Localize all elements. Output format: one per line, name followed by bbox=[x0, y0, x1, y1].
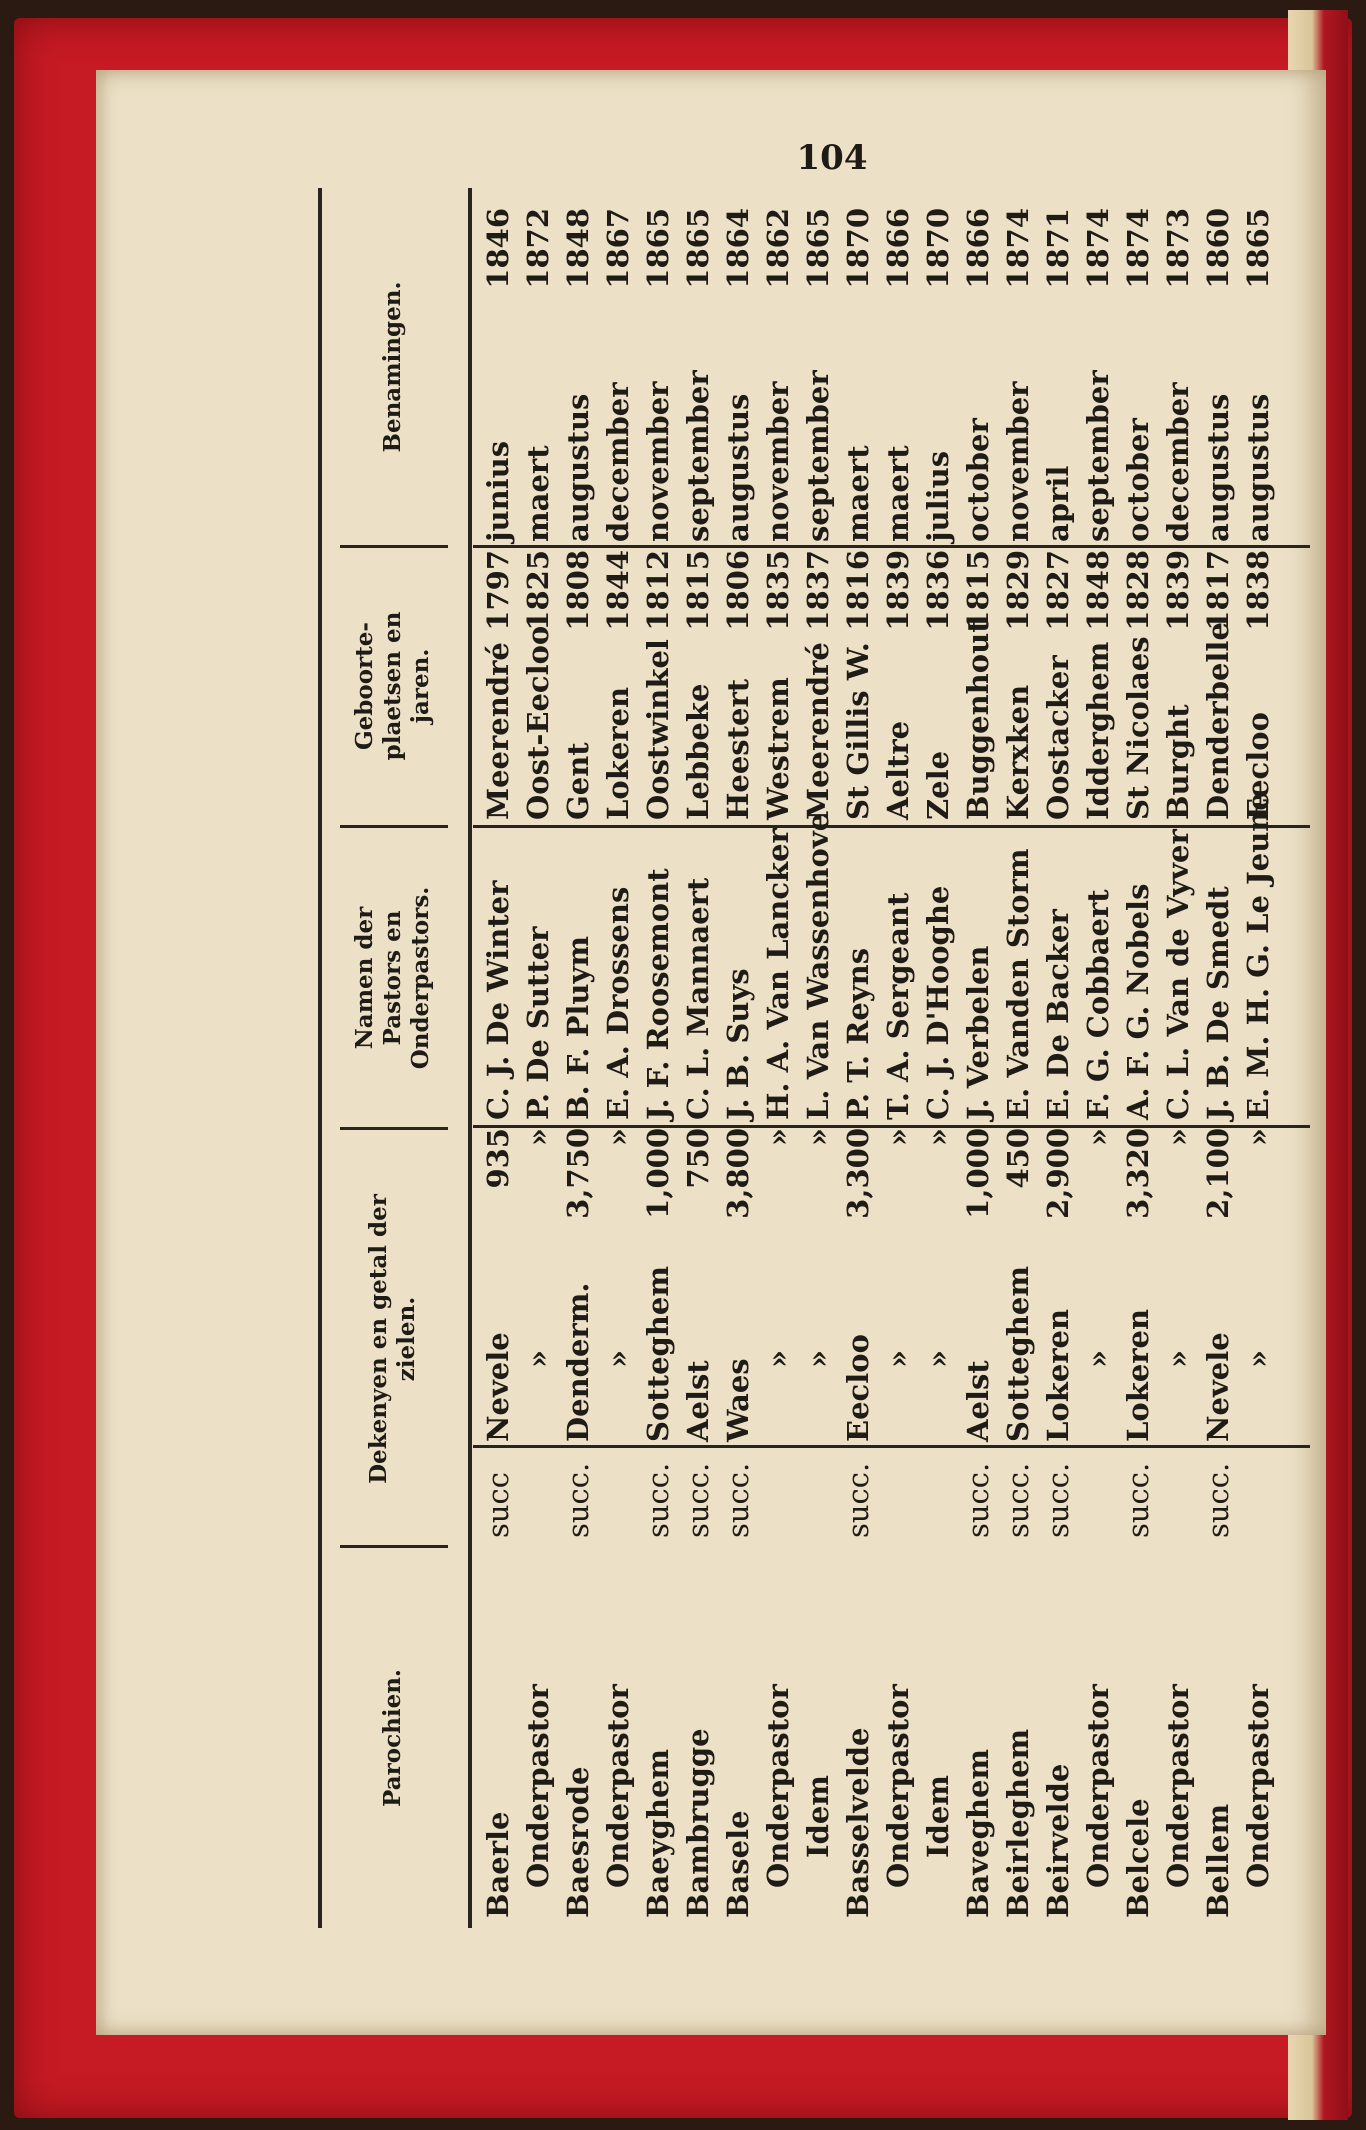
geboortejaar-cell: 1836 bbox=[921, 550, 955, 631]
parochie-cell: Bambrugge bbox=[681, 1728, 715, 1918]
geboortejaar-cell: 1815 bbox=[961, 550, 995, 631]
parochie-cell: Onderpastor bbox=[1161, 1684, 1195, 1888]
plaats-cell: Kerxken bbox=[1001, 684, 1035, 820]
table-row bbox=[1238, 188, 1278, 1928]
deken-cell: Aelst bbox=[681, 1360, 715, 1442]
table-row bbox=[798, 188, 838, 1928]
table-row bbox=[1198, 188, 1238, 1928]
naam-cell: E. M. H. G. Le Jeune bbox=[1241, 792, 1275, 1120]
benamingsjaar-cell: 1874 bbox=[1121, 208, 1155, 289]
zielen-cell: » bbox=[1161, 1128, 1195, 1147]
geboortejaar-cell: 1812 bbox=[641, 550, 675, 631]
header-bottom-rule bbox=[468, 188, 472, 1928]
deken-cell: Sotteghem bbox=[1001, 1265, 1035, 1442]
deken-cell: Nevele bbox=[1201, 1332, 1235, 1442]
succ-cell: succ. bbox=[1041, 1462, 1075, 1538]
table-row bbox=[1158, 188, 1198, 1928]
naam-cell: F. G. Cobbaert bbox=[1081, 889, 1115, 1120]
table-row bbox=[518, 188, 558, 1928]
parochie-cell: Onderpastor bbox=[601, 1684, 635, 1888]
maand-cell: november bbox=[761, 381, 795, 542]
table-row bbox=[598, 188, 638, 1928]
maand-cell: december bbox=[601, 382, 635, 542]
geboortejaar-cell: 1817 bbox=[1201, 550, 1235, 631]
geboortejaar-cell: 1827 bbox=[1041, 550, 1075, 631]
geboortejaar-cell: 1828 bbox=[1121, 550, 1155, 631]
table-row bbox=[558, 188, 598, 1928]
table-row bbox=[838, 188, 878, 1928]
deken-cell: » bbox=[601, 1349, 635, 1368]
deken-cell: » bbox=[1161, 1349, 1195, 1368]
maand-cell: maert bbox=[881, 445, 915, 542]
table-row bbox=[718, 188, 758, 1928]
benamingsjaar-cell: 1866 bbox=[961, 208, 995, 289]
table-row bbox=[1118, 188, 1158, 1928]
zielen-cell: 2,900 bbox=[1041, 1128, 1075, 1219]
succ-cell: succ. bbox=[561, 1462, 595, 1538]
deken-cell: » bbox=[1241, 1349, 1275, 1368]
naam-cell: B. F. Pluym bbox=[561, 935, 595, 1120]
maand-cell: september bbox=[801, 370, 835, 542]
table-row bbox=[918, 188, 958, 1928]
parochie-cell: Baeyghem bbox=[641, 1748, 675, 1918]
benamingsjaar-cell: 1874 bbox=[1001, 208, 1035, 289]
parochie-cell: Basselvelde bbox=[841, 1727, 875, 1918]
zielen-cell: » bbox=[521, 1128, 555, 1147]
succ-cell: succ. bbox=[681, 1462, 715, 1538]
parochie-cell: Idem bbox=[801, 1775, 835, 1858]
parochie-cell: Baerle bbox=[481, 1811, 515, 1918]
benamingsjaar-cell: 1866 bbox=[881, 208, 915, 289]
header-separator bbox=[340, 1545, 448, 1548]
deken-cell: » bbox=[801, 1349, 835, 1368]
naam-cell: P. De Sutter bbox=[521, 926, 555, 1120]
plaats-cell: Zele bbox=[921, 750, 955, 820]
plaats-cell: St Nicolaes bbox=[1121, 636, 1155, 820]
maand-cell: october bbox=[1121, 418, 1155, 542]
zielen-cell: » bbox=[761, 1128, 795, 1147]
parochie-cell: Onderpastor bbox=[761, 1684, 795, 1888]
plaats-cell: Eecloo bbox=[1241, 712, 1275, 820]
header-geboorte: Geboorte-plaetsen en jaren. bbox=[351, 611, 434, 761]
parochie-cell: Onderpastor bbox=[521, 1684, 555, 1888]
table-row bbox=[958, 188, 998, 1928]
parochie-cell: Belcele bbox=[1121, 1798, 1155, 1918]
naam-cell: C. L. Mannaert bbox=[681, 877, 715, 1120]
naam-cell: C. L. Van de Vyver bbox=[1161, 829, 1195, 1120]
table-row bbox=[758, 188, 798, 1928]
deken-cell: Lokeren bbox=[1041, 1308, 1075, 1442]
plaats-cell: Oostacker bbox=[1041, 655, 1075, 820]
deken-cell: » bbox=[881, 1349, 915, 1368]
plaats-cell: Buggenhout bbox=[961, 619, 995, 820]
parochie-cell: Bellem bbox=[1201, 1803, 1235, 1918]
plaats-cell: Aeltre bbox=[881, 720, 915, 820]
benamingsjaar-cell: 1860 bbox=[1201, 208, 1235, 289]
naam-cell: C. J. D'Hooghe bbox=[921, 885, 955, 1120]
maand-cell: september bbox=[681, 370, 715, 542]
table-row bbox=[1038, 188, 1078, 1928]
zielen-cell: 1,000 bbox=[961, 1128, 995, 1219]
geboortejaar-cell: 1844 bbox=[601, 550, 635, 631]
plaats-cell: Gent bbox=[561, 742, 595, 820]
zielen-cell: 935 bbox=[481, 1128, 515, 1189]
table-row bbox=[998, 188, 1038, 1928]
page-number: 104 bbox=[796, 138, 868, 178]
benamingsjaar-cell: 1848 bbox=[561, 208, 595, 289]
geboortejaar-cell: 1837 bbox=[801, 550, 835, 631]
plaats-cell: Burght bbox=[1161, 704, 1195, 820]
naam-cell: T. A. Sergeant bbox=[881, 892, 915, 1120]
benamingsjaar-cell: 1871 bbox=[1041, 208, 1075, 289]
naam-cell: J. F. Roosemont bbox=[641, 868, 675, 1120]
zielen-cell: 3,300 bbox=[841, 1128, 875, 1219]
geboortejaar-cell: 1848 bbox=[1081, 550, 1115, 631]
plaats-cell: St Gillis W. bbox=[841, 642, 875, 820]
plaats-cell: Heestert bbox=[721, 678, 755, 820]
deken-cell: Lokeren bbox=[1121, 1308, 1155, 1442]
maand-cell: september bbox=[1081, 370, 1115, 542]
deken-cell: Eecloo bbox=[841, 1334, 875, 1442]
table-row bbox=[478, 188, 518, 1928]
zielen-cell: 3,800 bbox=[721, 1128, 755, 1219]
succ-cell: succ. bbox=[841, 1462, 875, 1538]
geboortejaar-cell: 1797 bbox=[481, 550, 515, 631]
succ-cell: succ. bbox=[721, 1462, 755, 1538]
deken-cell: Aelst bbox=[961, 1360, 995, 1442]
maand-cell: april bbox=[1041, 465, 1075, 542]
maand-cell: november bbox=[1001, 381, 1035, 542]
deken-cell: Waes bbox=[721, 1358, 755, 1442]
geboortejaar-cell: 1829 bbox=[1001, 550, 1035, 631]
table-row bbox=[878, 188, 918, 1928]
succ-cell: succ. bbox=[1001, 1462, 1035, 1538]
plaats-cell: Oost-Eecloo bbox=[521, 625, 555, 820]
geboortejaar-cell: 1839 bbox=[1161, 550, 1195, 631]
benamingsjaar-cell: 1864 bbox=[721, 208, 755, 289]
zielen-cell: 750 bbox=[681, 1128, 715, 1189]
maand-cell: augustus bbox=[561, 393, 595, 542]
zielen-cell: 2,100 bbox=[1201, 1128, 1235, 1219]
zielen-cell: 3,750 bbox=[561, 1128, 595, 1219]
parish-table bbox=[318, 188, 1310, 1928]
deken-cell: Nevele bbox=[481, 1332, 515, 1442]
geboortejaar-cell: 1808 bbox=[561, 550, 595, 631]
geboortejaar-cell: 1815 bbox=[681, 550, 715, 631]
maand-cell: maert bbox=[521, 445, 555, 542]
benamingsjaar-cell: 1872 bbox=[521, 208, 555, 289]
parochie-cell: Onderpastor bbox=[881, 1684, 915, 1888]
header-parochien: Parochien. bbox=[379, 1669, 406, 1807]
zielen-cell: 450 bbox=[1001, 1128, 1035, 1189]
maand-cell: julius bbox=[921, 450, 955, 542]
naam-cell: C. J. De Winter bbox=[481, 880, 515, 1120]
plaats-cell: Meerendré bbox=[801, 642, 835, 820]
geboortejaar-cell: 1838 bbox=[1241, 550, 1275, 631]
succ-cell: succ. bbox=[1121, 1462, 1155, 1538]
table-row bbox=[678, 188, 718, 1928]
benamingsjaar-cell: 1874 bbox=[1081, 208, 1115, 289]
deken-cell: Denderm. bbox=[561, 1282, 595, 1442]
succ-cell: succ. bbox=[641, 1462, 675, 1538]
succ-cell: succ bbox=[481, 1471, 515, 1538]
plaats-cell: Lokeren bbox=[601, 686, 635, 820]
naam-cell: H. A. Van Lancker bbox=[761, 828, 795, 1120]
deken-cell: » bbox=[761, 1349, 795, 1368]
zielen-cell: » bbox=[801, 1128, 835, 1147]
maand-cell: augustus bbox=[721, 393, 755, 542]
naam-cell: J. B. De Smedt bbox=[1201, 886, 1235, 1120]
rotated-table bbox=[318, 188, 1310, 1928]
benamingsjaar-cell: 1870 bbox=[921, 208, 955, 289]
deken-cell: Sotteghem bbox=[641, 1265, 675, 1442]
zielen-cell: » bbox=[881, 1128, 915, 1147]
naam-cell: E. Vanden Storm bbox=[1001, 848, 1035, 1120]
parochie-cell: Baveghem bbox=[961, 1748, 995, 1918]
succ-cell: succ. bbox=[1201, 1462, 1235, 1538]
naam-cell: L. Van Wassenhove bbox=[801, 812, 835, 1120]
parochie-cell: Idem bbox=[921, 1775, 955, 1858]
zielen-cell: 3,320 bbox=[1121, 1128, 1155, 1219]
plaats-cell: Lebbeke bbox=[681, 683, 715, 820]
naam-cell: A. F. G. Nobels bbox=[1121, 883, 1155, 1120]
geboortejaar-cell: 1825 bbox=[521, 550, 555, 631]
geboortejaar-cell: 1835 bbox=[761, 550, 795, 631]
parochie-cell: Beirleghem bbox=[1001, 1728, 1035, 1918]
table-row bbox=[1078, 188, 1118, 1928]
benamingsjaar-cell: 1865 bbox=[681, 208, 715, 289]
benamingsjaar-cell: 1873 bbox=[1161, 208, 1195, 289]
zielen-cell: » bbox=[601, 1128, 635, 1147]
maand-cell: augustus bbox=[1241, 393, 1275, 542]
header-dekenyen: Dekenyen en getal der zielen. bbox=[365, 1194, 420, 1484]
succ-cell: succ. bbox=[961, 1462, 995, 1538]
deken-cell: » bbox=[521, 1349, 555, 1368]
benamingsjaar-cell: 1867 bbox=[601, 208, 635, 289]
header-namen: Namen der Pastors en Onderpastors. bbox=[351, 886, 434, 1070]
parochie-cell: Baesrode bbox=[561, 1766, 595, 1918]
maand-cell: augustus bbox=[1201, 393, 1235, 542]
maand-cell: maert bbox=[841, 445, 875, 542]
naam-cell: E. A. Drossens bbox=[601, 886, 635, 1120]
naam-cell: J. B. Suys bbox=[721, 968, 755, 1120]
plaats-cell: Oostwinkel bbox=[641, 639, 675, 820]
parochie-cell: Onderpastor bbox=[1241, 1684, 1275, 1888]
naam-cell: E. De Backer bbox=[1041, 909, 1075, 1120]
naam-cell: J. Verbelen bbox=[961, 945, 995, 1120]
benamingsjaar-cell: 1865 bbox=[801, 208, 835, 289]
table-row bbox=[638, 188, 678, 1928]
plaats-cell: Westrem bbox=[761, 677, 795, 820]
geboortejaar-cell: 1816 bbox=[841, 550, 875, 631]
zielen-cell: » bbox=[921, 1128, 955, 1147]
benamingsjaar-cell: 1870 bbox=[841, 208, 875, 289]
geboortejaar-cell: 1839 bbox=[881, 550, 915, 631]
table-body bbox=[478, 188, 1278, 1928]
parochie-cell: Beirvelde bbox=[1041, 1763, 1075, 1918]
zielen-cell: » bbox=[1081, 1128, 1115, 1147]
benamingsjaar-cell: 1862 bbox=[761, 208, 795, 289]
zielen-cell: 1,000 bbox=[641, 1128, 675, 1219]
maand-cell: october bbox=[961, 418, 995, 542]
zielen-cell: » bbox=[1241, 1128, 1275, 1147]
header-benamingen: Benamingen. bbox=[379, 281, 406, 453]
plaats-cell: Idderghem bbox=[1081, 641, 1115, 820]
benamingsjaar-cell: 1865 bbox=[1241, 208, 1275, 289]
geboortejaar-cell: 1806 bbox=[721, 550, 755, 631]
benamingsjaar-cell: 1865 bbox=[641, 208, 675, 289]
plaats-cell: Denderbelle bbox=[1201, 622, 1235, 820]
maand-cell: november bbox=[641, 381, 675, 542]
parochie-cell: Basele bbox=[721, 1810, 755, 1918]
naam-cell: P. T. Reyns bbox=[841, 947, 875, 1120]
deken-cell: » bbox=[1081, 1349, 1115, 1368]
deken-cell: » bbox=[921, 1349, 955, 1368]
benamingsjaar-cell: 1846 bbox=[481, 208, 515, 289]
plaats-cell: Meerendré bbox=[481, 642, 515, 820]
maand-cell: december bbox=[1161, 382, 1195, 542]
parochie-cell: Onderpastor bbox=[1081, 1684, 1115, 1888]
maand-cell: junius bbox=[481, 440, 515, 542]
